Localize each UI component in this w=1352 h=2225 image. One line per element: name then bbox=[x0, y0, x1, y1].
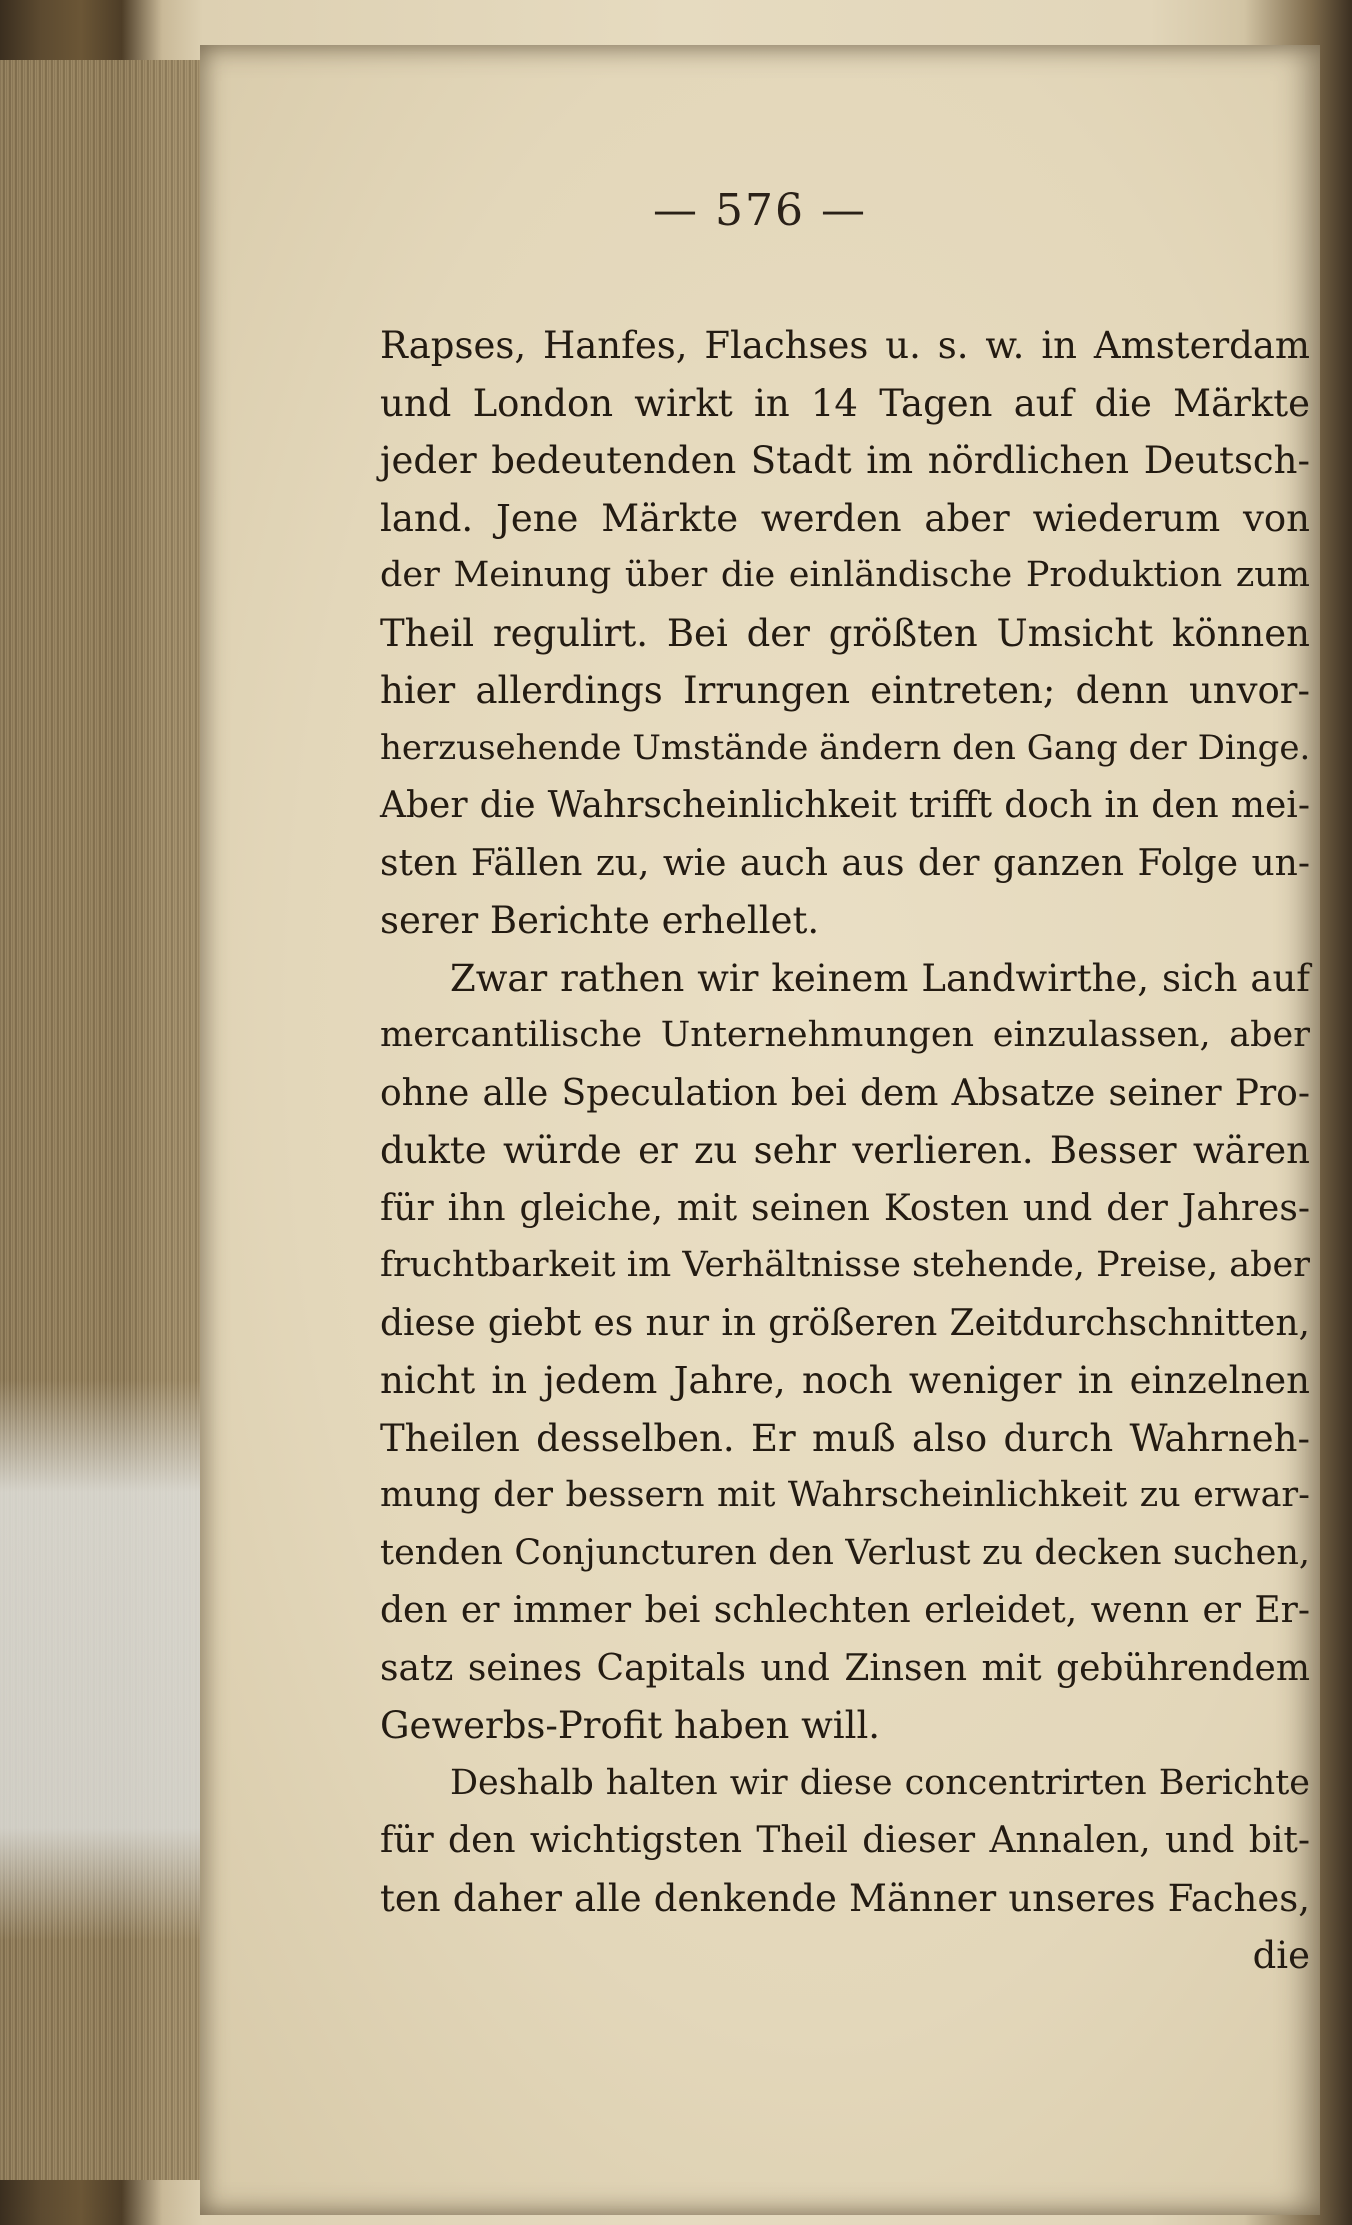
page-number-header: — 576 — bbox=[653, 185, 867, 236]
text-line: sten Fällen zu, wie auch aus der ganzen Folge un- bbox=[380, 842, 1310, 884]
text-line: hier allerdings Irrungen eintreten; denn unvor- bbox=[380, 669, 1310, 712]
text-line: Aber die Wahrscheinlichkeit trifft doch in den mei- bbox=[380, 785, 1310, 826]
text-line: dukte würde er zu sehr verlieren. Besser wären bbox=[380, 1129, 1310, 1172]
text-line: für ihn gleiche, mit seinen Kosten und der Jahres- bbox=[380, 1187, 1310, 1229]
text-line: nicht in jedem Jahre, noch weniger in einzelnen bbox=[380, 1359, 1310, 1402]
book-page-edges-light bbox=[0, 1380, 200, 1940]
text-line: Zwar rathen wir keinem Landwirthe, sich auf bbox=[450, 956, 1310, 1000]
text-line: der Meinung über die einländische Produktion zum bbox=[380, 555, 1310, 595]
text-line: tenden Conjuncturen den Verlust zu decken suchen, bbox=[380, 1532, 1310, 1573]
text-line: ohne alle Speculation bei dem Absatze seiner Pro- bbox=[380, 1072, 1310, 1114]
text-line: jeder bedeutenden Stadt im nördlichen Deutsch- bbox=[380, 439, 1310, 482]
text-line: Deshalb halten wir diese concentrirten Berichte bbox=[450, 1762, 1310, 1803]
text-line: land. Jene Märkte werden aber wiederum von bbox=[380, 496, 1310, 540]
catchword: die bbox=[1252, 1934, 1310, 1977]
text-line: Rapses, Hanfes, Flachses u. s. w. in Amsterdam bbox=[380, 324, 1310, 367]
text-line: den er immer bei schlechten erleidet, wenn er Er- bbox=[380, 1590, 1310, 1631]
text-line: Gewerbs-Profit haben will. bbox=[380, 1704, 881, 1747]
text-line: diese giebt es nur in größeren Zeitdurchschnitten, bbox=[380, 1302, 1310, 1344]
text-line: Theil regulirt. Bei der größten Umsicht können bbox=[380, 611, 1310, 655]
text-line: mung der bessern mit Wahrscheinlichkeit zu erwar- bbox=[380, 1475, 1310, 1515]
text-line: Theilen desselben. Er muß also durch Wahrneh- bbox=[380, 1416, 1310, 1460]
text-line: ten daher alle denkende Männer unseres Faches, bbox=[380, 1876, 1310, 1920]
text-line: für den wichtigsten Theil dieser Annalen, und bit- bbox=[380, 1820, 1310, 1861]
text-line: fruchtbarkeit im Verhältnisse stehende, Preise, aber bbox=[380, 1245, 1310, 1285]
text-line: mercantilische Unternehmungen einzulassen, aber bbox=[380, 1015, 1310, 1055]
text-line: herzusehende Umstände ändern den Gang der Dinge. bbox=[380, 727, 1311, 768]
text-line: serer Berichte erhellet. bbox=[380, 899, 820, 942]
text-line: und London wirkt in 14 Tagen auf die Märkte bbox=[380, 381, 1310, 425]
text-line: satz seines Capitals und Zinsen mit gebührendem bbox=[380, 1647, 1310, 1689]
body-text bbox=[380, 317, 1310, 1985]
page bbox=[200, 45, 1320, 2215]
